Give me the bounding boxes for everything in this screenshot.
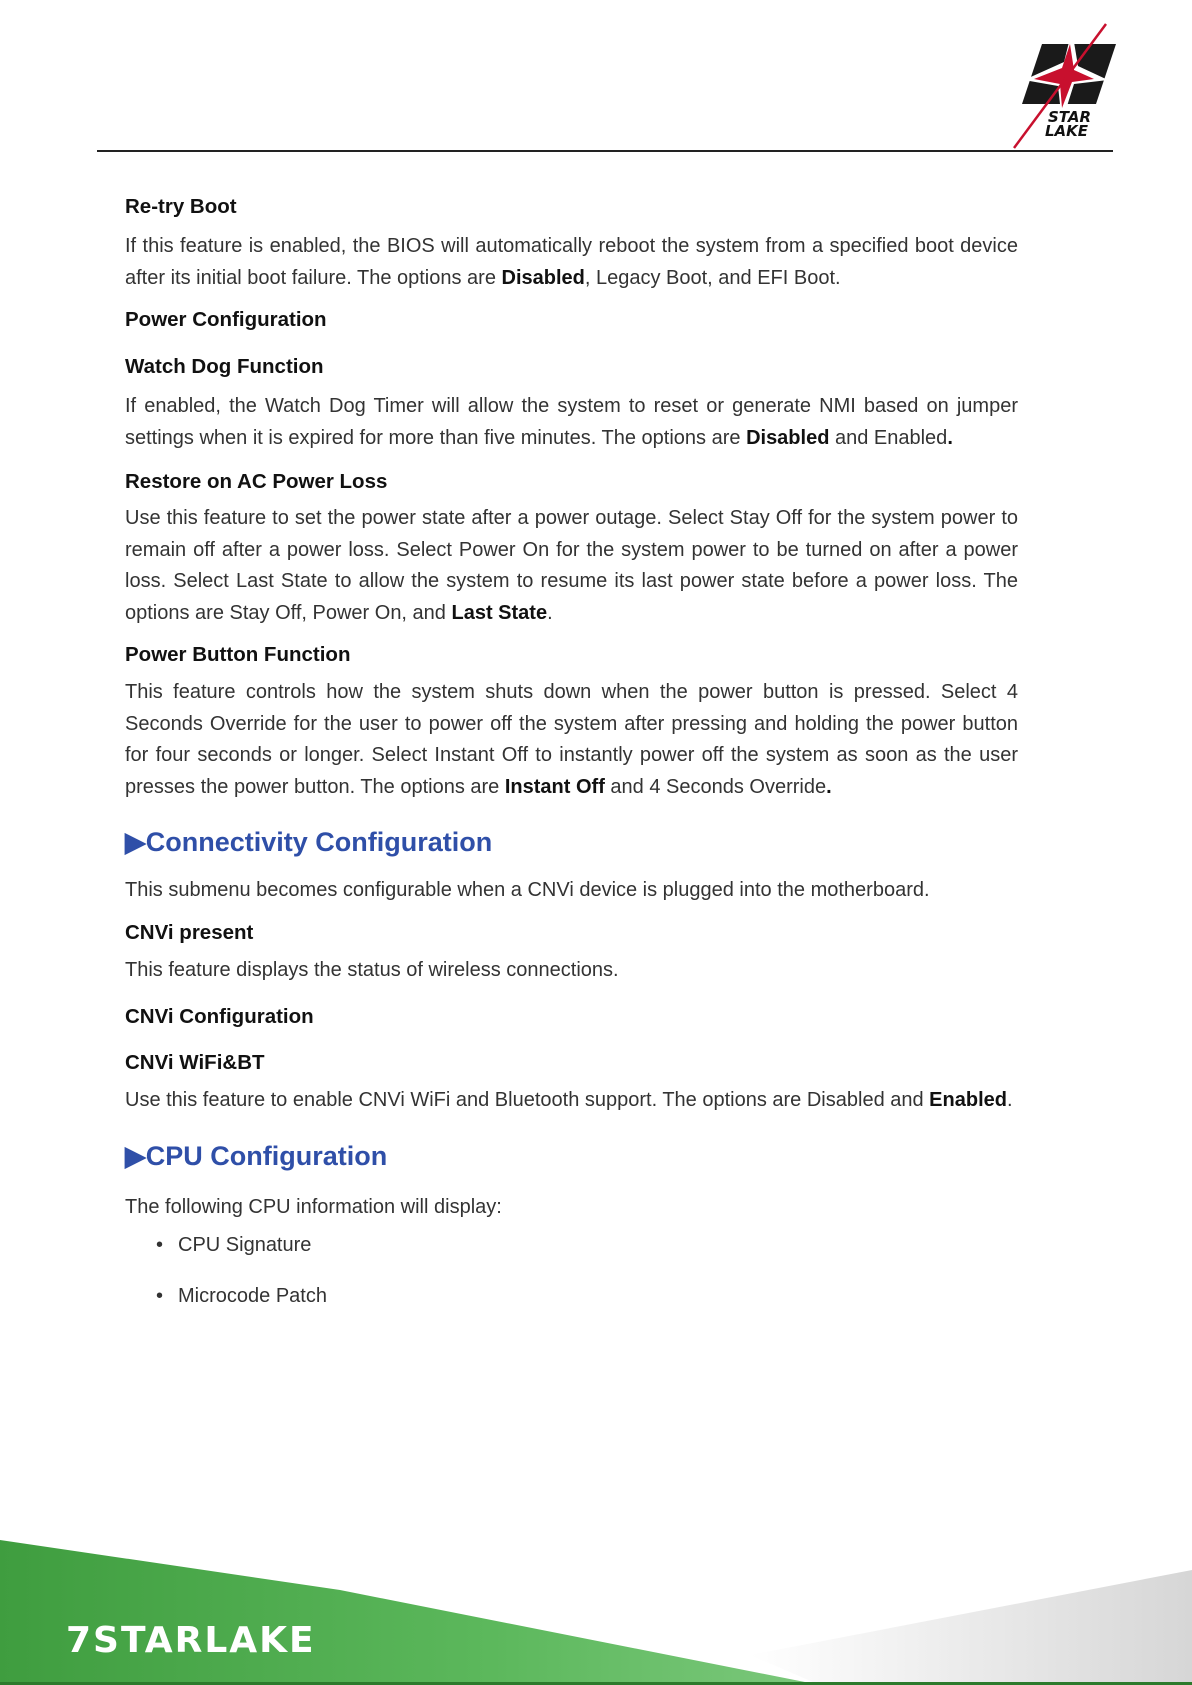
heading-cnvi-wifi-bt: CNVi WiFi&BT: [125, 1051, 265, 1074]
heading-watch-dog-function: Watch Dog Function: [125, 355, 324, 378]
paragraph-retry-boot: If this feature is enabled, the BIOS will automatically reboot the system from a specified boot device after its initial boot failure. The options are Disabled, Legacy Boot, and EFI Boot.: [125, 235, 1018, 289]
paragraph-cpu: The following CPU information will display:: [125, 1195, 502, 1218]
paragraph-watch-dog-function: If enabled, the Watch Dog Timer will allow the system to reset or generate NMI based on jumper settings when it is expired for more than five minutes. The options are Disabled and Enabled.: [125, 395, 1018, 449]
heading-cnvi-configuration: CNVi Configuration: [125, 1005, 314, 1028]
logo-text-star: STAR: [1048, 108, 1092, 126]
page-content: [125, 190, 1018, 1309]
heading-retry-boot: Re-try Boot: [125, 195, 237, 218]
list-item: • Microcode Patch: [125, 1283, 1018, 1309]
cpu-info-list: [125, 1232, 1018, 1309]
paragraph-cnvi-wifi-bt: Use this feature to enable CNVi WiFi and Bluetooth support. The options are Disabled and Enabled.: [125, 1089, 1013, 1111]
starlake-logo: [1012, 22, 1124, 150]
header-rule: [97, 150, 1113, 152]
paragraph-restore-ac-power-loss: Use this feature to set the power state after a power outage. Select Stay Off for the system power to remain off after a power loss. Select Power On for the system power to be turned on after a power loss. Select Last State to allow the system to resume its last power state before a power loss. The options are Stay Off, Power On, and Last State.: [125, 507, 1018, 624]
list-item: • CPU Signature: [125, 1232, 1018, 1258]
heading-restore-ac-power-loss: Restore on AC Power Loss: [125, 470, 388, 493]
paragraph-connectivity: This submenu becomes configurable when a CNVi device is plugged into the motherboard.: [125, 879, 930, 901]
paragraph-cnvi-present: This feature displays the status of wireless connections.: [125, 958, 619, 981]
logo-text-lake: LAKE: [1045, 122, 1089, 140]
footer-brand-logo: 7STARLAKE: [66, 1620, 316, 1661]
footer-banner: [0, 1530, 1192, 1685]
section-title-cpu: ▶CPU Configuration: [125, 1140, 388, 1171]
heading-power-button-function: Power Button Function: [125, 643, 351, 666]
heading-cnvi-present: CNVi present: [125, 920, 254, 944]
heading-power-configuration: Power Configuration: [125, 308, 327, 331]
paragraph-power-button-function: This feature controls how the system shuts down when the power button is pressed. Select 4 Seconds Override for the user to power off the system after pressing and holding the power button for four seconds or longer. Select Instant Off to instantly power off the system as soon as the user presses the power button. The options are Instant Off and 4 Seconds Override.: [125, 681, 1018, 798]
section-title-connectivity: ▶Connectivity Configuration: [125, 827, 493, 857]
